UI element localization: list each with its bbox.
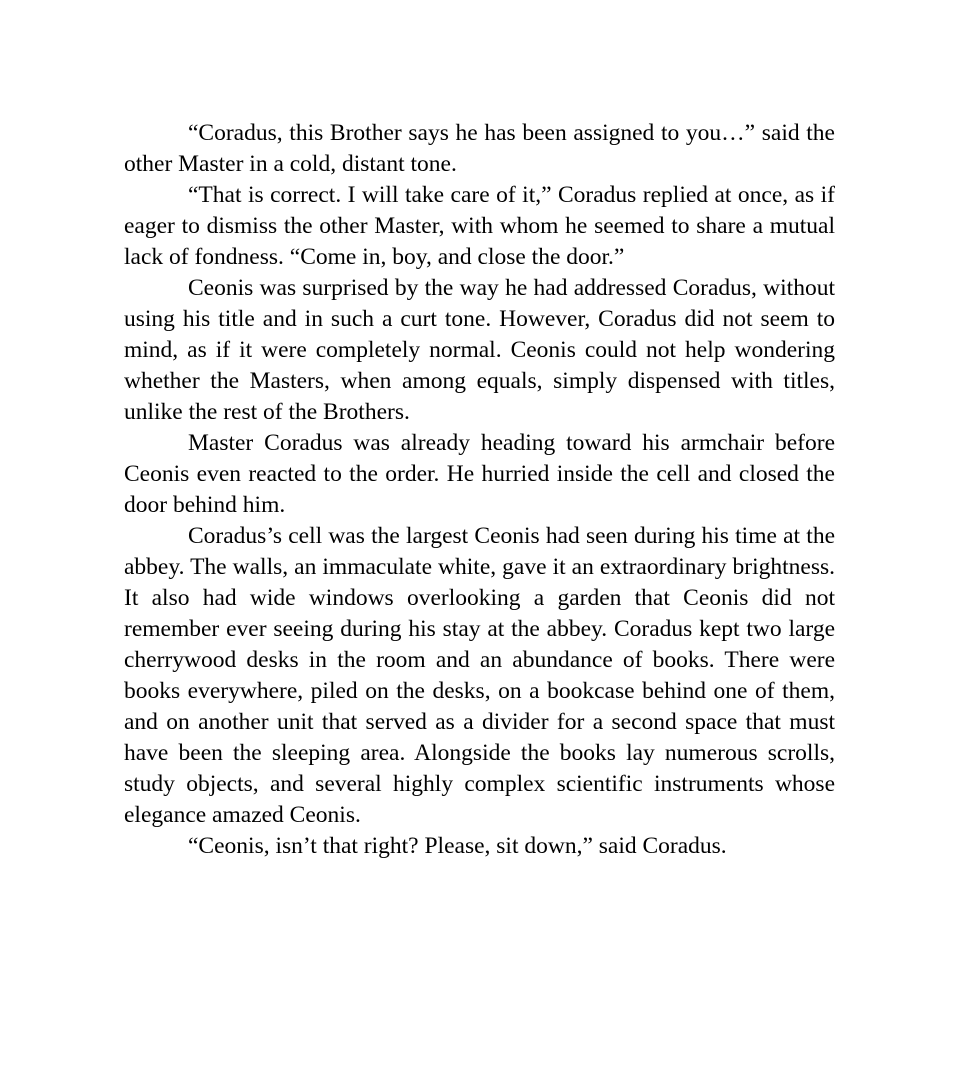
paragraph: “Ceonis, isn’t that right? Please, sit down,” said Coradus. xyxy=(188,833,727,859)
body-text xyxy=(124,118,835,862)
paragraph: Ceonis was surprised by the way he had addressed Coradus, without using his title and in such a curt tone. However, Coradus did not seem to mind, as if it were completely normal. Ceonis could not help wondering whether the Masters, when among equals, simply dispensed with titles, unlike the rest of the Brothers. xyxy=(124,275,835,425)
paragraph: “Coradus, this Brother says he has been assigned to you…” said the other Master in a cold, distant tone. xyxy=(124,120,835,177)
paragraph: Master Coradus was already heading toward his armchair before Ceonis even reacted to the order. He hurried inside the cell and closed the door behind him. xyxy=(124,430,835,518)
paragraph: “That is correct. I will take care of it,” Coradus replied at once, as if eager to dismiss the other Master, with whom he seemed to share a mutual lack of fondness. “Come in, boy, and close the door.” xyxy=(124,182,835,270)
paragraph: Coradus’s cell was the largest Ceonis had seen during his time at the abbey. The walls, an immaculate white, gave it an extraordinary brightness. It also had wide windows overlooking a garden that Ceonis did not remember ever seeing during his stay at the abbey. Coradus kept two large cherrywood desks in the room and an abundance of books. There were books everywhere, piled on the desks, on a bookcase behind one of them, and on another unit that served as a divider for a second space that must have been the sleeping area. Alongside the books lay numerous scrolls, study objects, and several highly complex scientific instruments whose elegance amazed Ceonis. xyxy=(124,523,835,828)
